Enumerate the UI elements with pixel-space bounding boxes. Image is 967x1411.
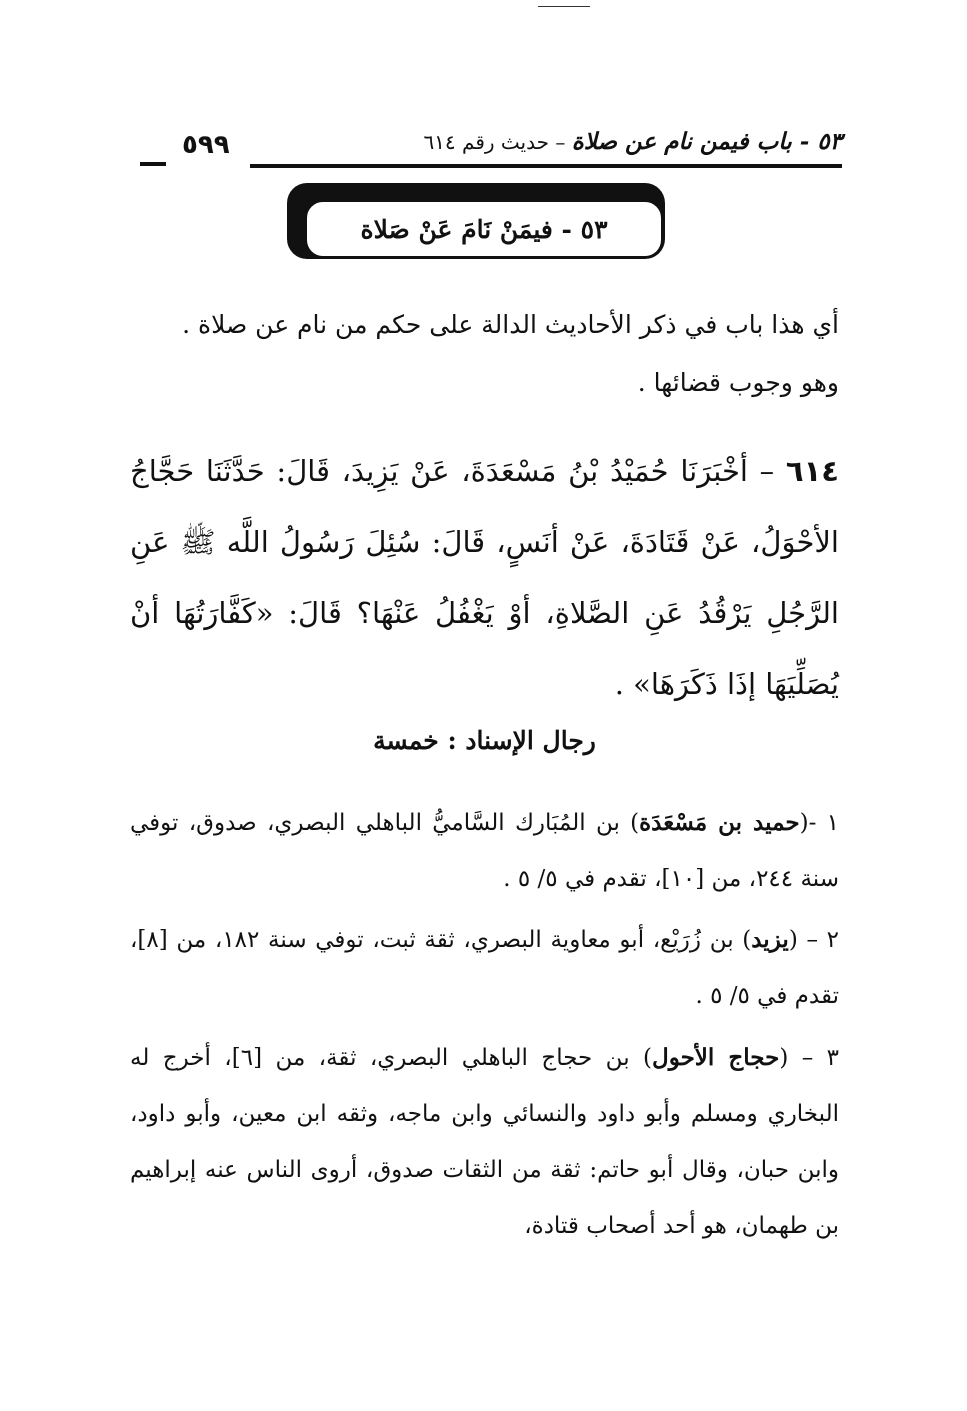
header-hadith-ref: – حديث رقم ٦١٤	[423, 130, 566, 154]
chapter-title: ٥٣ - فيمَنْ نَامَ عَنْ صَلاة	[360, 214, 608, 244]
narrator-name: حجاج الأحول	[651, 1044, 780, 1071]
intro-line-2: وهو وجوب قضائها .	[637, 368, 839, 397]
header-chapter: ٥٣ - باب فيمن نام عن صلاة	[571, 128, 842, 155]
running-header	[140, 128, 842, 162]
narrator-name: حميد بن مَسْعَدَة	[639, 809, 800, 836]
header-rule	[250, 164, 842, 168]
narrator-text: ) بن حجاج الباهلي البصري، ثقة، من [٦]، أخرج له البخاري ومسلم وأبو داود والنسائي وابن ماجه، وثقه ابن معين، وأبو داود، وابن حبان، وقال أبو حاتم: ثقة من الثقات صدوق، أروى الناس عنه إبراهيم بن طهمان، هو أحد أصحاب قتادة،	[130, 1045, 839, 1239]
hadith-body: – أخْبَرَنَا حُمَيْدُ بْنُ مَسْعَدَةَ، عَنْ يَزِيدَ، قَالَ: حَدَّثَنَا حَجَّاجُ الأحْوَلُ، عَنْ قَتَادَةَ، عَنْ أنَسٍ، قَالَ: سُئِلَ رَسُولُ اللَّه ﷺ عَنِ الرَّجُلِ يَرْقُدُ عَنِ الصَّلاةِ، أوْ يَغْفُلُ عَنْهَا؟ قَالَ: «كَفَّارَتُهَا أنْ يُصَلِّيَهَا إذَا ذَكَرَهَا» .	[130, 454, 839, 701]
page-number: ٥٩٩	[182, 130, 230, 160]
narrator-entry	[130, 1030, 839, 1254]
narrator-text: ) بن زُرَيْع، أبو معاوية البصري، ثقة ثبت، توفي سنة ١٨٢، من [٨]، تقدم في ٥/ ٥ .	[130, 927, 839, 1009]
hadith-number: ٦١٤	[785, 454, 840, 488]
narrator-entry	[130, 795, 839, 907]
top-edge-mark	[538, 6, 590, 7]
intro-paragraph	[130, 296, 839, 412]
narrator-entry	[130, 912, 839, 1024]
narrator-prefix: ٢ – (	[788, 927, 839, 953]
narrator-prefix: ١ -(	[799, 810, 839, 836]
page-number-dash	[140, 162, 166, 166]
hadith-text	[130, 436, 839, 720]
narrator-name: يزيد	[751, 926, 789, 953]
narrator-prefix: ٣ – (	[779, 1045, 839, 1071]
intro-line-1: أي هذا باب في ذكر الأحاديث الدالة على حكم من نام عن صلاة .	[182, 310, 839, 339]
chapter-title-box	[305, 200, 663, 258]
narrators-heading: رجال الإسناد : خمسة	[373, 726, 596, 755]
narrator-text: ) بن المُبَارك السَّاميُّ الباهلي البصري، صدوق، توفي سنة ٢٤٤، من [١٠]، تقدم في ٥/ ٥ .	[130, 810, 839, 892]
header-title	[423, 128, 842, 155]
